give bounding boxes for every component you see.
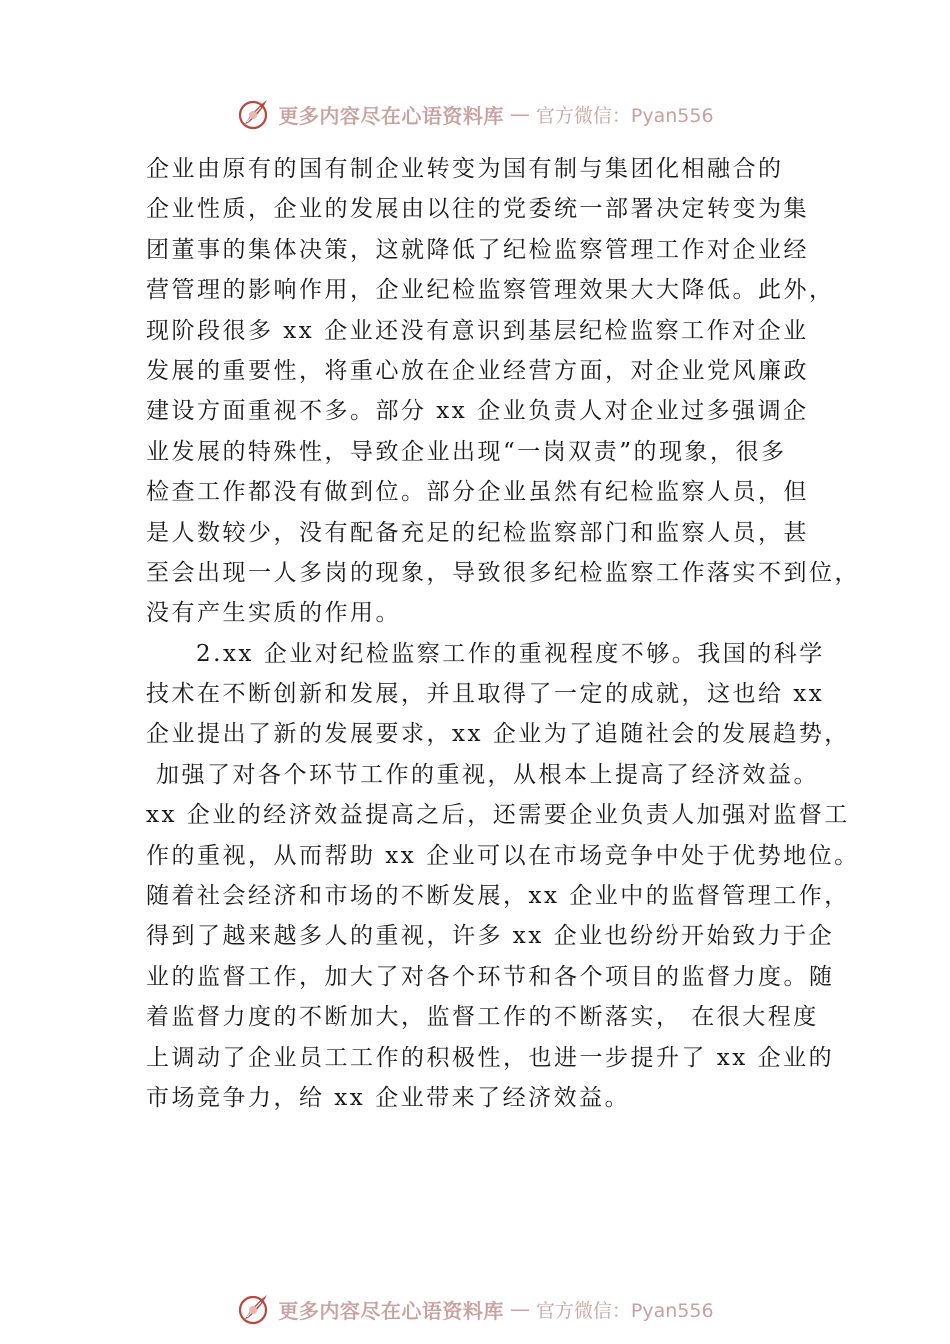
footer-banner-wechat: 官方微信：Pyan556 — [535, 1299, 714, 1322]
body-line: 业的监督工作，加大了对各个环节和各个项目的监督力度。随 — [146, 963, 835, 990]
body-line: 业发展的特殊性，导致企业出现“一岗双责”的现象，很多 — [146, 438, 787, 465]
body-line: 至会出现一人多岗的现象，导致很多纪检监察工作落实不到位， — [146, 559, 860, 586]
header-banner-wechat: 官方微信：Pyan556 — [535, 104, 714, 127]
body-line: 市场竞争力，给 xx 企业带来了经济效益。 — [146, 1084, 631, 1111]
body-line: 技术在不断创新和发展，并且取得了一定的成就，这也给 xx — [146, 681, 825, 708]
body-line: xx 企业的经济效益提高之后，还需要企业负责人加强对监督工 — [146, 802, 850, 829]
footer-banner — [0, 1287, 950, 1331]
paragraph-heading-line: 2.xx 企业对纪检监察工作的重视程度不够。我国的科学 — [196, 640, 825, 667]
body-line: 企业提出了新的发展要求，xx 企业为了追随社会的发展趋势， — [146, 721, 850, 748]
body-line: 没有产生实质的作用。 — [146, 600, 401, 627]
body-line: 是人数较少，没有配备充足的纪检监察部门和监察人员，甚 — [146, 519, 809, 546]
body-line: 着监督力度的不断加大，监督工作的不断落实， 在很大程度 — [146, 1004, 819, 1031]
body-line: 作的重视，从而帮助 xx 企业可以在市场竞争中处于优势地位。 — [146, 842, 860, 869]
quill-logo-icon — [236, 96, 272, 132]
body-line: 上调动了企业员工工作的积极性，也进一步提升了 xx 企业的 — [146, 1044, 835, 1071]
footer-banner-separator: — — [509, 1297, 530, 1321]
header-banner — [0, 92, 950, 136]
body-line: 建设方面重视不多。部分 xx 企业负责人对企业过多强调企 — [146, 398, 809, 425]
footer-banner-title: 更多内容尽在心语资料库 — [278, 1298, 504, 1323]
body-line: 加强了对各个环节工作的重视，从根本上提高了经济效益。 — [156, 761, 819, 788]
header-banner-separator: — — [509, 102, 530, 126]
body-line: 营管理的影响作用，企业纪检监察管理效果大大降低。此外， — [146, 277, 835, 304]
body-line: 得到了越来越多人的重视，许多 xx 企业也纷纷开始致力于企 — [146, 923, 835, 950]
body-line: 现阶段很多 xx 企业还没有意识到基层纪检监察工作对企业 — [146, 317, 809, 344]
body-line: 企业由原有的国有制企业转变为国有制与集团化相融合的 — [146, 156, 784, 182]
body-line: 随着社会经济和市场的不断发展，xx 企业中的监督管理工作， — [146, 883, 850, 910]
body-line: 检查工作都没有做到位。部分企业虽然有纪检监察人员，但 — [146, 479, 809, 506]
body-line: 发展的重要性，将重心放在企业经营方面，对企业党风廉政 — [146, 357, 809, 384]
document-body — [146, 149, 860, 1118]
body-line: 企业性质，企业的发展由以往的党委统一部署决定转变为集 — [146, 196, 809, 223]
header-banner-title: 更多内容尽在心语资料库 — [278, 103, 504, 128]
quill-logo-icon — [236, 1291, 272, 1327]
body-line: 团董事的集体决策，这就降低了纪检监察管理工作对企业经 — [146, 236, 809, 263]
